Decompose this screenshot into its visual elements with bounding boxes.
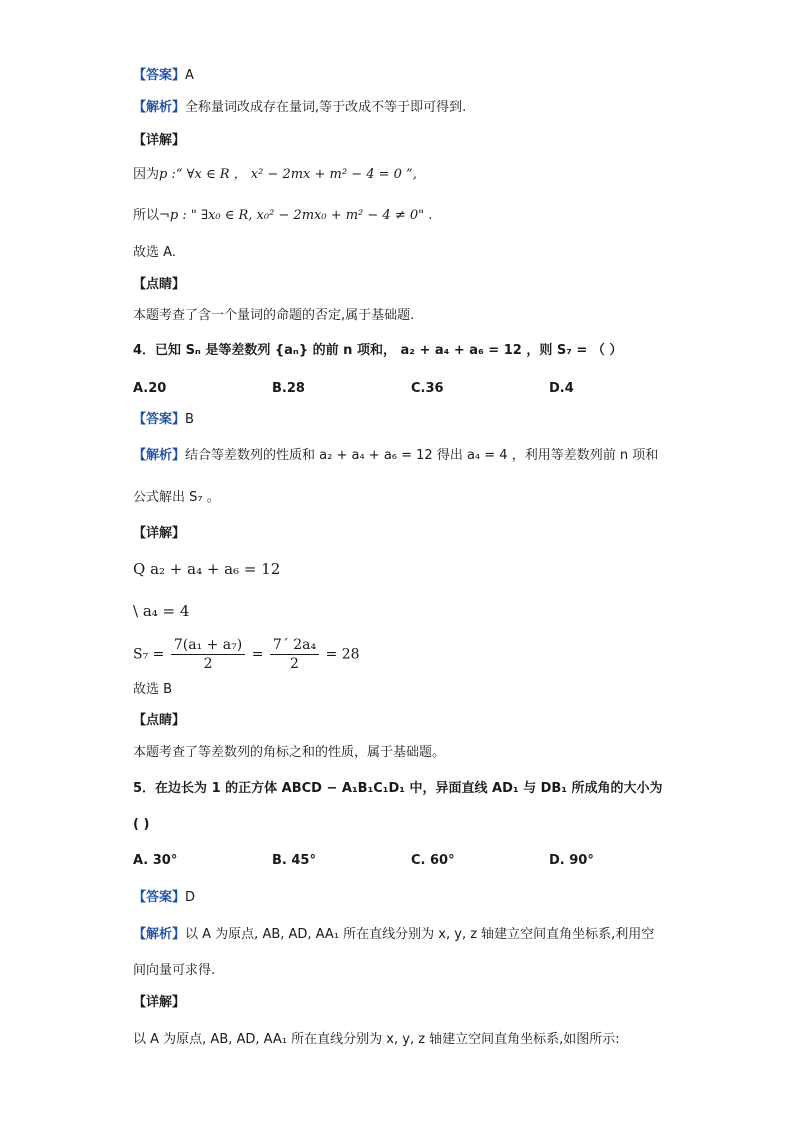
q4-option-b: B.28 <box>272 381 305 396</box>
fraction-2: $\frac{\text{7´ 2a₄}}{2}$ <box>270 636 319 673</box>
q4-analysis-1 <box>133 447 658 465</box>
analysis-label: 【解析】 <box>133 448 186 463</box>
q4-answer <box>133 411 194 429</box>
answer-value: D <box>185 890 196 905</box>
q4-comment: 本题考查了等差数列的角标之和的性质，属于基础题。 <box>133 745 446 760</box>
q3-comment-label: 【点睛】 <box>133 277 186 292</box>
q4-choose: 故选 B <box>133 682 173 697</box>
q4-comment-label: 【点睛】 <box>133 713 186 728</box>
answer-value: B <box>185 412 194 427</box>
answer-value: A <box>185 68 194 83</box>
q3-analysis <box>133 99 466 117</box>
q5-detail-1: 以 A 为原点, AB, AD, AA₁ 所在直线分别为 x, y, z 轴建立空间直角坐标系,如图所示: <box>133 1032 620 1047</box>
not-p-expression: ¬p : " ∃x₀ ∈ R, x₀² − 2mx₀ + m² − 4 ≠ 0" . <box>159 208 433 223</box>
q5-option-b: B. 45° <box>272 853 316 868</box>
because-text: 因为 <box>133 167 160 182</box>
q3-so-line <box>133 207 432 225</box>
q3-detail-label: 【详解】 <box>133 133 186 148</box>
q5-option-a: A. 30° <box>133 853 178 868</box>
q4-step-1: Q a₂ + a₄ + a₆ = 12 <box>133 560 281 578</box>
analysis-text: 以 A 为原点, AB, AD, AA₁ 所在直线分别为 x, y, z 轴建立空间直角坐标系,利用空 <box>185 927 655 942</box>
q3-comment: 本题考查了含一个量词的命题的否定,属于基础题. <box>133 308 415 323</box>
analysis-label: 【解析】 <box>133 927 186 942</box>
p-expression: p :“ ∀x ∈ R ， x² − 2mx + m² − 4 = 0 ”, <box>159 167 417 182</box>
q5-detail-label: 【详解】 <box>133 995 186 1010</box>
q4-detail-label: 【详解】 <box>133 526 186 541</box>
q5-stem-1: 5．在边长为 1 的正方体 ABCD − A₁B₁C₁D₁ 中，异面直线 AD₁ 与 DB₁ 所成角的大小为 <box>133 781 663 796</box>
q5-answer <box>133 889 195 907</box>
fraction-1: $\frac{\text{7(a₁ + a₇)}}{2}$ <box>171 636 245 673</box>
q4-stem: 4．已知 Sₙ 是等差数列 {aₙ} 的前 n 项和， a₂ + a₄ + a₆ = 12 ，则 S₇ = （ ） <box>133 343 623 358</box>
answer-label: 【答案】 <box>133 412 186 427</box>
q4-option-c: C.36 <box>411 381 444 396</box>
q4-s7-formula: S₇ = $\frac{\text{7(a₁ + a₇)}}{2}$ = $\frac{\text{7´ 2a₄}}{2}$ = 28 <box>133 637 360 672</box>
q5-analysis-2: 间向量可求得. <box>133 963 216 978</box>
q4-option-a: A.20 <box>133 381 167 396</box>
answer-label: 【答案】 <box>133 68 186 83</box>
analysis-text: 结合等差数列的性质和 a₂ + a₄ + a₆ = 12 得出 a₄ = 4 ，利用等差数列前 n 项和 <box>185 448 659 463</box>
q5-analysis-1 <box>133 926 654 944</box>
q5-stem-2: ( ) <box>133 817 150 832</box>
q5-option-c: C. 60° <box>411 853 455 868</box>
q3-choose: 故选 A. <box>133 245 176 260</box>
q3-answer <box>133 67 194 85</box>
q3-because-line <box>133 166 417 184</box>
answer-label: 【答案】 <box>133 890 186 905</box>
q5-option-d: D. 90° <box>549 853 594 868</box>
q4-analysis-2: 公式解出 S₇ 。 <box>133 490 220 505</box>
q4-step-2: \ a₄ = 4 <box>133 602 190 620</box>
analysis-label: 【解析】 <box>133 100 186 115</box>
so-text: 所以 <box>133 208 160 223</box>
q4-option-d: D.4 <box>549 381 574 396</box>
analysis-text: 全称量词改成存在量词,等于改成不等于即可得到. <box>185 100 467 115</box>
